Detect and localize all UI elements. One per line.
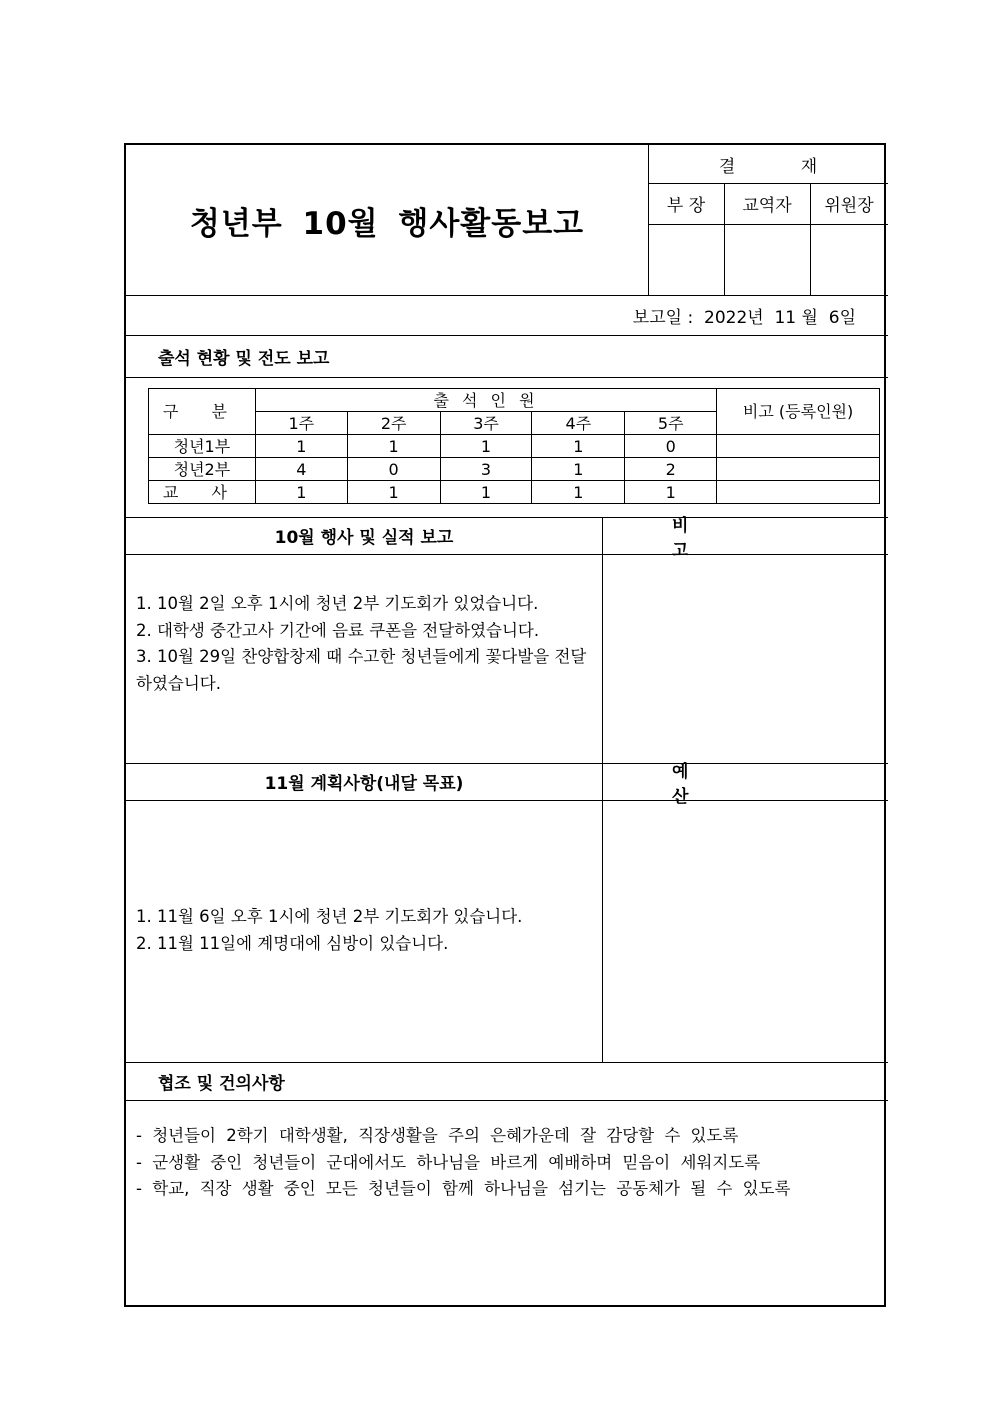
count-cell: 1	[255, 481, 347, 504]
attendance-table	[148, 388, 880, 504]
list-item: - 학교, 직장 생활 중인 모든 청년들이 함께 하나님을 섬기는 공동체가 될 수 있도록	[136, 1179, 791, 1198]
count-cell: 2	[625, 458, 717, 481]
count-cell: 1	[255, 435, 347, 458]
table-row	[149, 458, 880, 481]
group-cell: 교 사	[149, 481, 256, 504]
october-remarks-title: 비 고	[672, 515, 759, 561]
week-header: 5주	[625, 412, 717, 435]
week-header: 3주	[440, 412, 532, 435]
list-item: 2. 대학생 중간고사 기간에 음료 쿠폰을 전달하였습니다.	[136, 620, 540, 640]
remark-cell	[717, 481, 880, 504]
group-header: 구 분	[149, 389, 256, 435]
budget-title: 예 산	[672, 761, 759, 807]
table-header-row	[149, 389, 880, 412]
list-item: - 군생활 중인 청년들이 군대에서도 하나님을 바르게 예배하며 믿음이 세워지도록	[136, 1152, 761, 1172]
count-cell: 1	[440, 481, 532, 504]
count-cell: 1	[347, 435, 440, 458]
divider	[126, 554, 888, 555]
list-item: 2. 11월 11일에 계명대에 심방이 있습니다.	[136, 933, 449, 953]
approver-pastor: 교역자	[742, 196, 792, 216]
week-header: 2주	[347, 412, 440, 435]
divider	[126, 1100, 888, 1101]
october-items	[136, 591, 598, 697]
signature-pastor	[724, 224, 810, 295]
remark-cell	[717, 435, 880, 458]
remarks-header: 비고 (등록인원)	[717, 389, 880, 435]
approval-label: 결 재	[718, 156, 848, 177]
approver-head: 부 장	[666, 196, 706, 216]
october-section-title: 10월 행사 및 실적 보고	[274, 528, 454, 548]
attendance-header: 출 석 인 원	[255, 389, 716, 412]
group-cell: 청년1부	[149, 435, 256, 458]
count-cell: 0	[625, 435, 717, 458]
count-cell: 1	[625, 481, 717, 504]
count-cell: 1	[532, 481, 625, 504]
table-row	[149, 435, 880, 458]
count-cell: 4	[255, 458, 347, 481]
list-item: 1. 11월 6일 오후 1시에 청년 2부 기도회가 있습니다.	[136, 907, 523, 926]
list-item: 하였습니다.	[136, 673, 221, 693]
report-date: 보고일 : 2022년 11 월 6일	[632, 307, 856, 328]
cooperation-section-title: 협조 및 건의사항	[158, 1073, 285, 1094]
cooperation-items	[136, 1123, 876, 1203]
attendance-section-title: 출석 현황 및 전도 보고	[158, 348, 330, 369]
november-section-title: 11월 계획사항(내달 목표)	[264, 774, 464, 794]
list-item: - 청년들이 2학기 대학생활, 직장생활을 주의 은혜가운데 잘 감당할 수 있도록	[136, 1126, 739, 1145]
divider	[126, 377, 888, 378]
approver-chair: 위원장	[824, 196, 874, 216]
count-cell: 1	[347, 481, 440, 504]
week-header: 4주	[532, 412, 625, 435]
count-cell: 3	[440, 458, 532, 481]
divider	[126, 800, 888, 801]
page-title: 청년부 10월 행사활동보고	[189, 205, 585, 242]
signature-head	[648, 224, 724, 295]
count-cell: 1	[532, 435, 625, 458]
table-row	[149, 481, 880, 504]
remark-cell	[717, 458, 880, 481]
signature-chair	[810, 224, 888, 295]
group-cell: 청년2부	[149, 458, 256, 481]
count-cell: 1	[440, 435, 532, 458]
count-cell: 1	[532, 458, 625, 481]
list-item: 3. 10월 29일 찬양합창제 때 수고한 청년들에게 꽃다발을 전달	[136, 647, 587, 666]
count-cell: 0	[347, 458, 440, 481]
report-form	[124, 143, 886, 1307]
list-item: 1. 10월 2일 오후 1시에 청년 2부 기도회가 있었습니다.	[136, 594, 539, 613]
week-header: 1주	[255, 412, 347, 435]
november-items	[136, 904, 598, 957]
